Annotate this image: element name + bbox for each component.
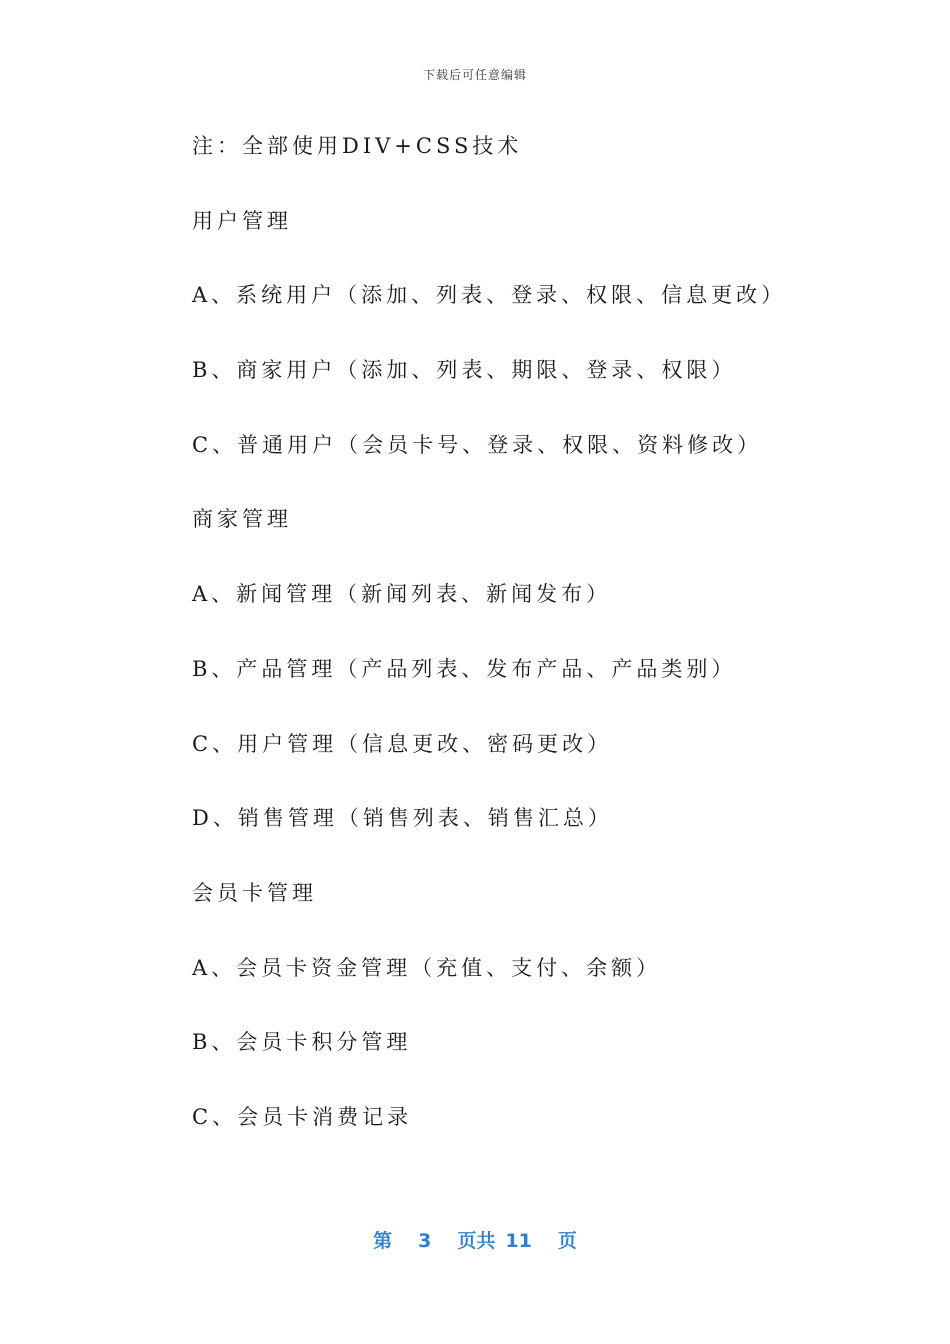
section-heading-member-card-management: 会员卡管理 [192,880,317,905]
page-number-footer [0,1226,950,1253]
section-heading-user-management: 用户管理 [192,208,292,233]
page-mid: 页共 [457,1230,496,1252]
list-item: A、新闻管理（新闻列表、新闻发布） [192,582,612,607]
page-suffix: 页 [557,1230,577,1252]
list-item: C、普通用户（会员卡号、登录、权限、资料修改） [192,432,763,457]
page-prefix: 第 [373,1230,393,1252]
current-page-number: 3 [418,1230,432,1252]
list-item: C、会员卡消费记录 [192,1104,413,1129]
list-item: C、用户管理（信息更改、密码更改） [192,731,613,756]
list-item: A、会员卡资金管理（充值、支付、余额） [192,955,662,980]
list-item: A、系统用户（添加、列表、登录、权限、信息更改） [192,283,787,308]
list-item: B、商家用户（添加、列表、期限、登录、权限） [192,358,737,383]
list-item: D、销售管理（销售列表、销售汇总） [192,806,613,831]
total-pages-number: 11 [505,1230,532,1252]
section-heading-merchant-management: 商家管理 [192,507,292,532]
note-line: 注：全部使用DIV+CSS技术 [192,134,523,158]
document-body [192,130,832,1176]
list-item: B、会员卡积分管理 [192,1030,412,1055]
list-item: B、产品管理（产品列表、发布产品、产品类别） [192,656,737,681]
page-header: 下载后可任意编辑 [422,68,527,82]
